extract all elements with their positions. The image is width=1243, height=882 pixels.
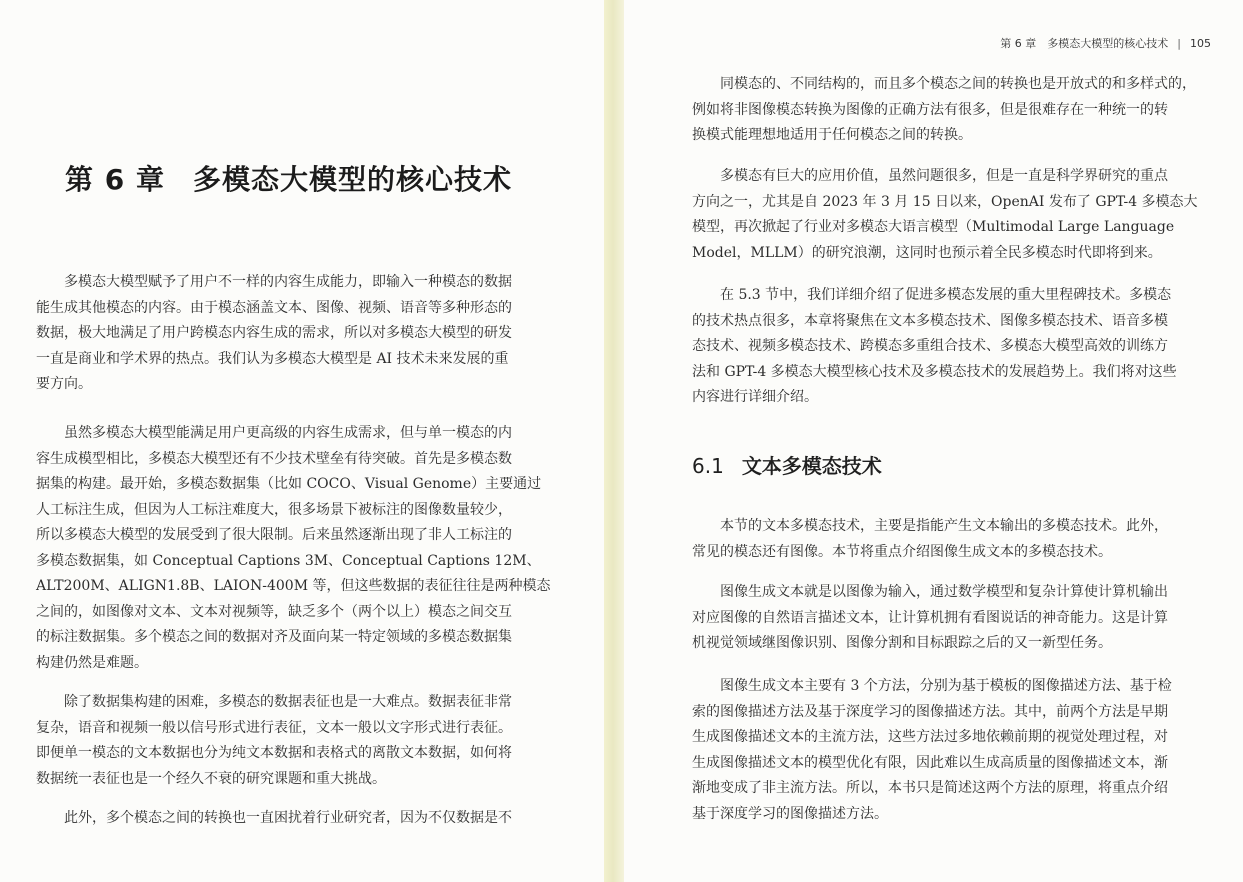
text-line: 图像生成文本就是以图像为输入，通过数学模型和复杂计算使计算机输出 <box>720 584 1168 600</box>
paragraph <box>692 514 1209 565</box>
text-line: 索的图像描述方法及基于深度学习的图像描述方法。其中，前两个方法是早期 <box>692 703 1168 720</box>
text-line: 多模态有巨大的应用价值，虽然问题很多，但是一直是科学界研究的重点 <box>720 168 1168 184</box>
chapter-title <box>65 158 512 198</box>
paragraph <box>36 690 555 792</box>
text-line: 常见的模态还有图像。本节将重点介绍图像生成文本的多模态技术。 <box>692 543 1112 560</box>
text-line: 虽然多模态大模型能满足用户更高级的内容生成需求，但与单一模态的内 <box>64 425 512 441</box>
running-header <box>1000 35 1211 51</box>
right-page <box>624 0 1243 882</box>
text-line: 内容进行详细介绍。 <box>692 389 818 405</box>
text-line: 基于深度学习的图像描述方法。 <box>692 805 888 822</box>
text-line: 法和 GPT-4 多模态大模型核心技术及多模态技术的发展趋势上。我们将对这些 <box>692 363 1177 380</box>
text-line: 复杂，语音和视频一般以信号形式进行表征，文本一般以文字形式进行表征。 <box>36 719 512 736</box>
text-line: 要方向。 <box>36 376 92 392</box>
paragraph <box>692 164 1209 266</box>
paragraph <box>36 270 555 398</box>
text-line: 方向之一，尤其是自 2023 年 3 月 15 日以来，OpenAI 发布了 GPT-4 多模态大 <box>692 193 1198 210</box>
text-line: 即便单一模态的文本数据也分为纯文本数据和表格式的离散文本数据，如何将 <box>36 745 512 761</box>
text-line: 数据，极大地满足了用户跨模态内容生成的需求，所以对多模态大模型的研发 <box>36 325 512 341</box>
text-line: 换模式能理想地适用于任何模态之间的转换。 <box>692 127 972 143</box>
book-gutter <box>604 0 624 882</box>
paragraph <box>692 674 1209 827</box>
text-line: 生成图像描述文本的主流方法，这些方法过多地依赖前期的视觉处理过程，对 <box>692 729 1168 745</box>
text-line: 机视觉领域继图像识别、图像分割和目标跟踪之后的又一新型任务。 <box>692 635 1112 651</box>
text-line: 在 5.3 节中，我们详细介绍了促进多模态发展的重大里程碑技术。多模态 <box>720 287 1172 303</box>
text-line: 态技术、视频多模态技术、跨模态多重组合技术、多模态大模型高效的训练方 <box>692 338 1168 354</box>
text-line: 容生成模型相比，多模态大模型还有不少技术壁垒有待突破。首先是多模态数 <box>36 450 512 467</box>
text-line: 一直是商业和学术界的热点。我们认为多模态大模型是 AI 技术未来发展的重 <box>36 350 509 367</box>
text-line: 据集的构建。最开始，多模态数据集（比如 COCO、Visual Genome）主要通过 <box>36 476 542 492</box>
left-page <box>0 0 604 882</box>
text-line: 之间的，如图像对文本、文本对视频等，缺乏多个（两个以上）模态之间交互 <box>36 603 512 620</box>
text-line: 的技术热点很多，本章将聚焦在文本多模态技术、图像多模态技术、语音多模 <box>692 312 1168 329</box>
paragraph <box>692 72 1209 149</box>
chapter-number: 第 6 章 <box>65 163 165 196</box>
paragraph <box>36 421 555 676</box>
text-line: 图像生成文本主要有 3 个方法，分别为基于模板的图像描述方法、基于检 <box>720 678 1172 694</box>
page-number: 105 <box>1190 37 1211 50</box>
section-heading <box>692 450 882 479</box>
text-line: 渐地变成了非主流方法。所以，本书只是简述这两个方法的原理，将重点介绍 <box>692 780 1168 796</box>
text-line: 生成图像描述文本的模型优化有限，因此难以生成高质量的图像描述文本，渐 <box>692 754 1168 771</box>
section-number: 6.1 <box>692 454 724 478</box>
paragraph <box>692 580 1209 657</box>
header-separator: | <box>1177 37 1181 50</box>
text-line: 此外，多个模态之间的转换也一直困扰着行业研究者，因为不仅数据是不 <box>64 810 512 826</box>
text-line: 构建仍然是难题。 <box>36 654 148 671</box>
chapter-name: 多模态大模型的核心技术 <box>192 163 512 196</box>
section-title: 文本多模态技术 <box>741 454 882 478</box>
text-line: 本节的文本多模态技术，主要是指能产生文本输出的多模态技术。此外， <box>720 518 1168 534</box>
header-chapter: 第 6 章 多模态大模型的核心技术 <box>1000 37 1169 50</box>
text-line: 模型，再次掀起了行业对多模态大语言模型（Multimodal Large Language <box>692 219 1175 235</box>
text-line: 人工标注生成，但因为人工标注难度大，很多场景下被标注的图像数量较少， <box>36 501 512 518</box>
paragraph <box>36 806 555 832</box>
text-line: ALT200M、ALIGN1.8B、LAION-400M 等，但这些数据的表征往往是两种模态 <box>36 578 551 594</box>
text-line: 同模态的、不同结构的，而且多个模态之间的转换也是开放式的和多样式的， <box>720 76 1196 92</box>
paragraph <box>692 283 1209 411</box>
text-line: 例如将非图像模态转换为图像的正确方法有很多，但是很难存在一种统一的转 <box>692 101 1168 118</box>
text-line: 数据统一表征也是一个经久不衰的研究课题和重大挑战。 <box>36 770 386 787</box>
text-line: 多模态大模型赋予了用户不一样的内容生成能力，即输入一种模态的数据 <box>64 274 512 290</box>
text-line: 能生成其他模态的内容。由于模态涵盖文本、图像、视频、语音等多种形态的 <box>36 299 512 316</box>
text-line: 对应图像的自然语言描述文本，让计算机拥有看图说话的神奇能力。这是计算 <box>692 609 1168 626</box>
text-line: 所以多模态大模型的发展受到了很大限制。后来虽然逐渐出现了非人工标注的 <box>36 527 512 543</box>
text-line: 多模态数据集，如 Conceptual Captions 3M、Conceptual Captions 12M、 <box>36 552 541 569</box>
text-line: Model，MLLM）的研究浪潮，这同时也预示着全民多模态时代即将到来。 <box>692 244 1162 261</box>
text-line: 的标注数据集。多个模态之间的数据对齐及面向某一特定领域的多模态数据集 <box>36 629 512 645</box>
text-line: 除了数据集构建的困难，多模态的数据表征也是一大难点。数据表征非常 <box>64 694 512 710</box>
